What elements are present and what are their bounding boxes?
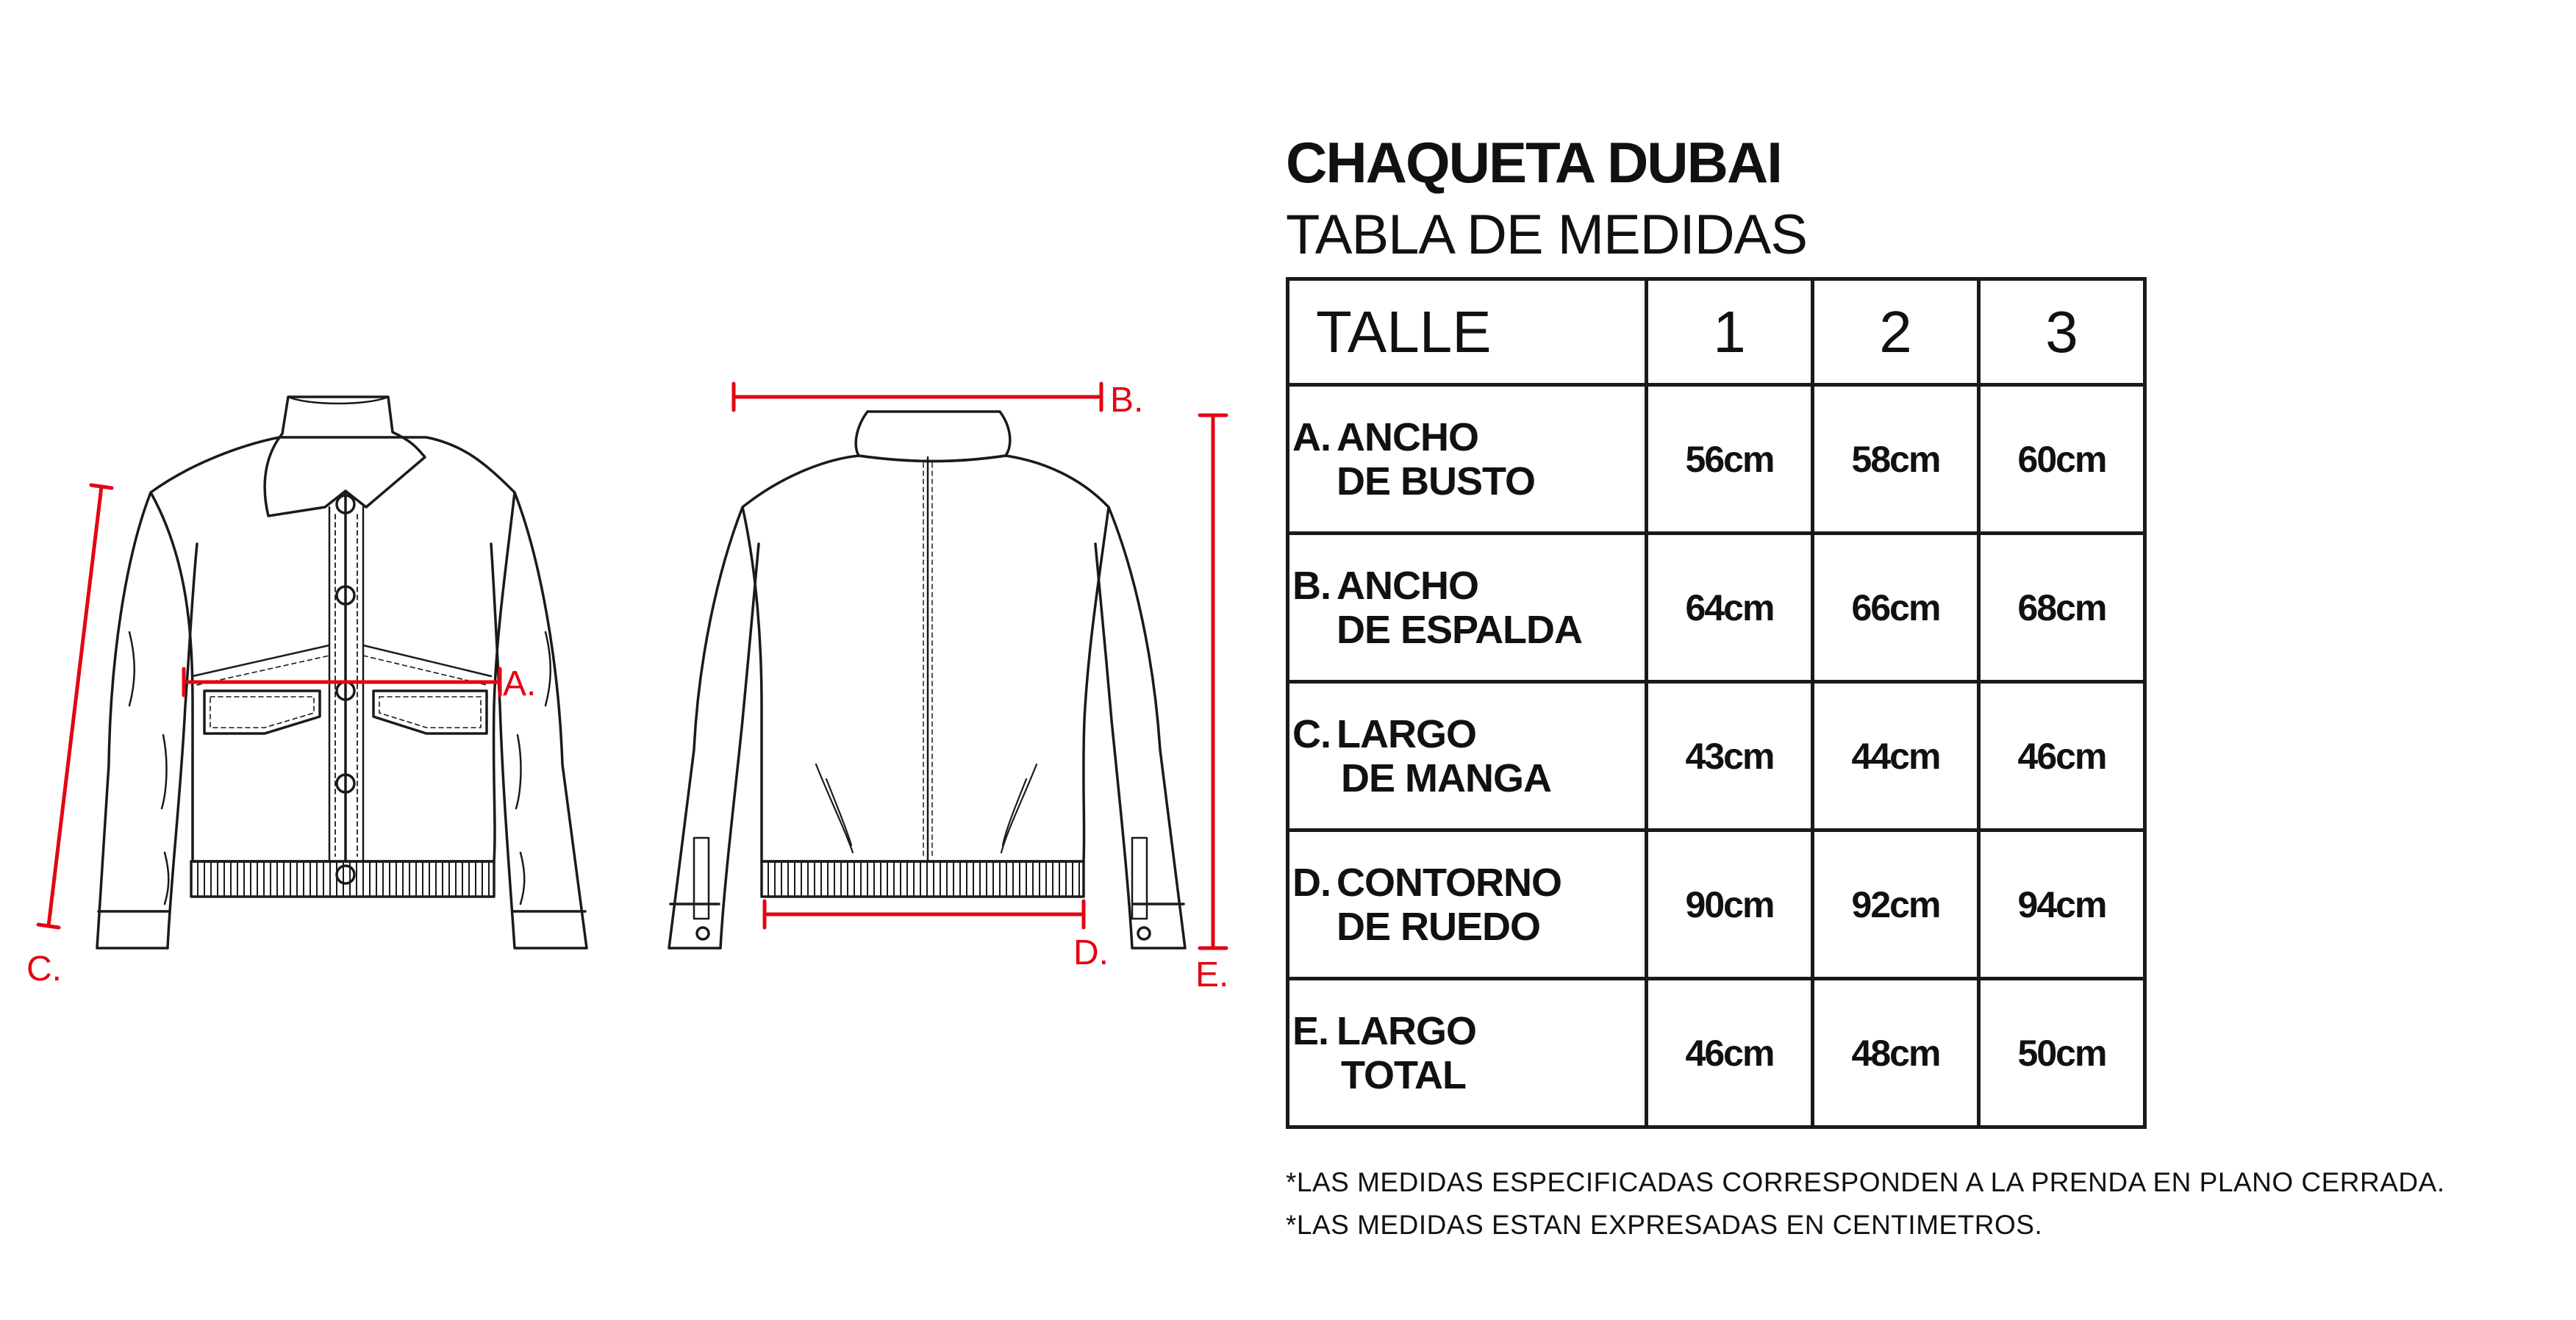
back-body bbox=[743, 456, 1109, 861]
marker-label-d: D. bbox=[1073, 933, 1109, 972]
measure-cell: 43cm bbox=[1647, 682, 1813, 831]
row-label-line1: ANCHO bbox=[1337, 563, 1478, 608]
row-label-line2: DE ESPALDA bbox=[1337, 607, 1583, 652]
row-label-line2: DE RUEDO bbox=[1337, 904, 1541, 949]
row-code: B. bbox=[1292, 563, 1331, 608]
measure-cell: 46cm bbox=[1647, 979, 1813, 1127]
row-label-cell bbox=[1288, 534, 1647, 682]
back-collar bbox=[856, 412, 1010, 462]
size-table bbox=[1286, 277, 2147, 1129]
marker-b bbox=[734, 384, 1101, 410]
row-code: C. bbox=[1292, 711, 1331, 756]
table-subtitle: TABLA DE MEDIDAS bbox=[1286, 204, 1808, 266]
row-code: E. bbox=[1292, 1008, 1329, 1053]
table-row bbox=[1288, 831, 2145, 979]
measure-cell: 68cm bbox=[1979, 534, 2145, 682]
row-label-line1: CONTORNO bbox=[1337, 860, 1562, 905]
header-size-2: 2 bbox=[1813, 279, 1979, 385]
row-code: D. bbox=[1292, 860, 1331, 905]
table-row bbox=[1288, 534, 2145, 682]
header-size-label: TALLE bbox=[1288, 279, 1647, 385]
row-label-cell bbox=[1288, 682, 1647, 831]
measure-cell: 60cm bbox=[1979, 385, 2145, 534]
table-row bbox=[1288, 682, 2145, 831]
table-row bbox=[1288, 385, 2145, 534]
footnote-flat-measure: *LAS MEDIDAS ESPECIFICADAS CORRESPONDEN A LA PRENDA EN PLANO CERRADA. bbox=[1286, 1167, 2445, 1197]
marker-c bbox=[38, 485, 112, 928]
header-size-1: 1 bbox=[1647, 279, 1813, 385]
footnote-units: *LAS MEDIDAS ESTAN EXPRESADAS EN CENTIMETROS. bbox=[1286, 1210, 2043, 1240]
measure-cell: 90cm bbox=[1647, 831, 1813, 979]
product-title: CHAQUETA DUBAI bbox=[1286, 130, 1781, 195]
measurement-markers bbox=[26, 381, 1228, 994]
row-label-line2: TOTAL bbox=[1341, 1052, 1466, 1097]
jacket-diagram bbox=[0, 0, 1279, 1320]
marker-label-c: C. bbox=[26, 950, 62, 989]
measure-cell: 94cm bbox=[1979, 831, 2145, 979]
measure-cell: 56cm bbox=[1647, 385, 1813, 534]
measure-cell: 64cm bbox=[1647, 534, 1813, 682]
row-label-line2: DE MANGA bbox=[1341, 756, 1551, 800]
marker-d bbox=[765, 901, 1084, 928]
row-label-line1: ANCHO bbox=[1337, 415, 1478, 459]
header-size-3: 3 bbox=[1979, 279, 2145, 385]
marker-label-a: A. bbox=[503, 664, 537, 703]
row-code: A. bbox=[1292, 415, 1331, 459]
table-row bbox=[1288, 979, 2145, 1127]
measure-cell: 66cm bbox=[1813, 534, 1979, 682]
jacket-back-view bbox=[669, 412, 1185, 948]
measure-cell: 58cm bbox=[1813, 385, 1979, 534]
measure-cell: 92cm bbox=[1813, 831, 1979, 979]
measure-cell: 50cm bbox=[1979, 979, 2145, 1127]
marker-label-e: E. bbox=[1195, 955, 1229, 994]
row-label-line2: DE BUSTO bbox=[1337, 459, 1536, 503]
row-label-cell bbox=[1288, 385, 1647, 534]
back-left-sleeve bbox=[669, 507, 759, 948]
table-header-row bbox=[1288, 279, 2145, 385]
back-right-sleeve bbox=[1095, 507, 1185, 948]
row-label-cell bbox=[1288, 831, 1647, 979]
row-label-line1: LARGO bbox=[1337, 1008, 1476, 1053]
measure-cell: 48cm bbox=[1813, 979, 1979, 1127]
marker-label-b: B. bbox=[1110, 381, 1144, 420]
front-left-sleeve bbox=[97, 492, 197, 948]
measure-cell: 46cm bbox=[1979, 682, 2145, 831]
row-label-line1: LARGO bbox=[1337, 711, 1476, 756]
marker-e bbox=[1200, 415, 1226, 948]
measure-cell: 44cm bbox=[1813, 682, 1979, 831]
row-label-cell bbox=[1288, 979, 1647, 1127]
back-waistband bbox=[762, 861, 1084, 897]
